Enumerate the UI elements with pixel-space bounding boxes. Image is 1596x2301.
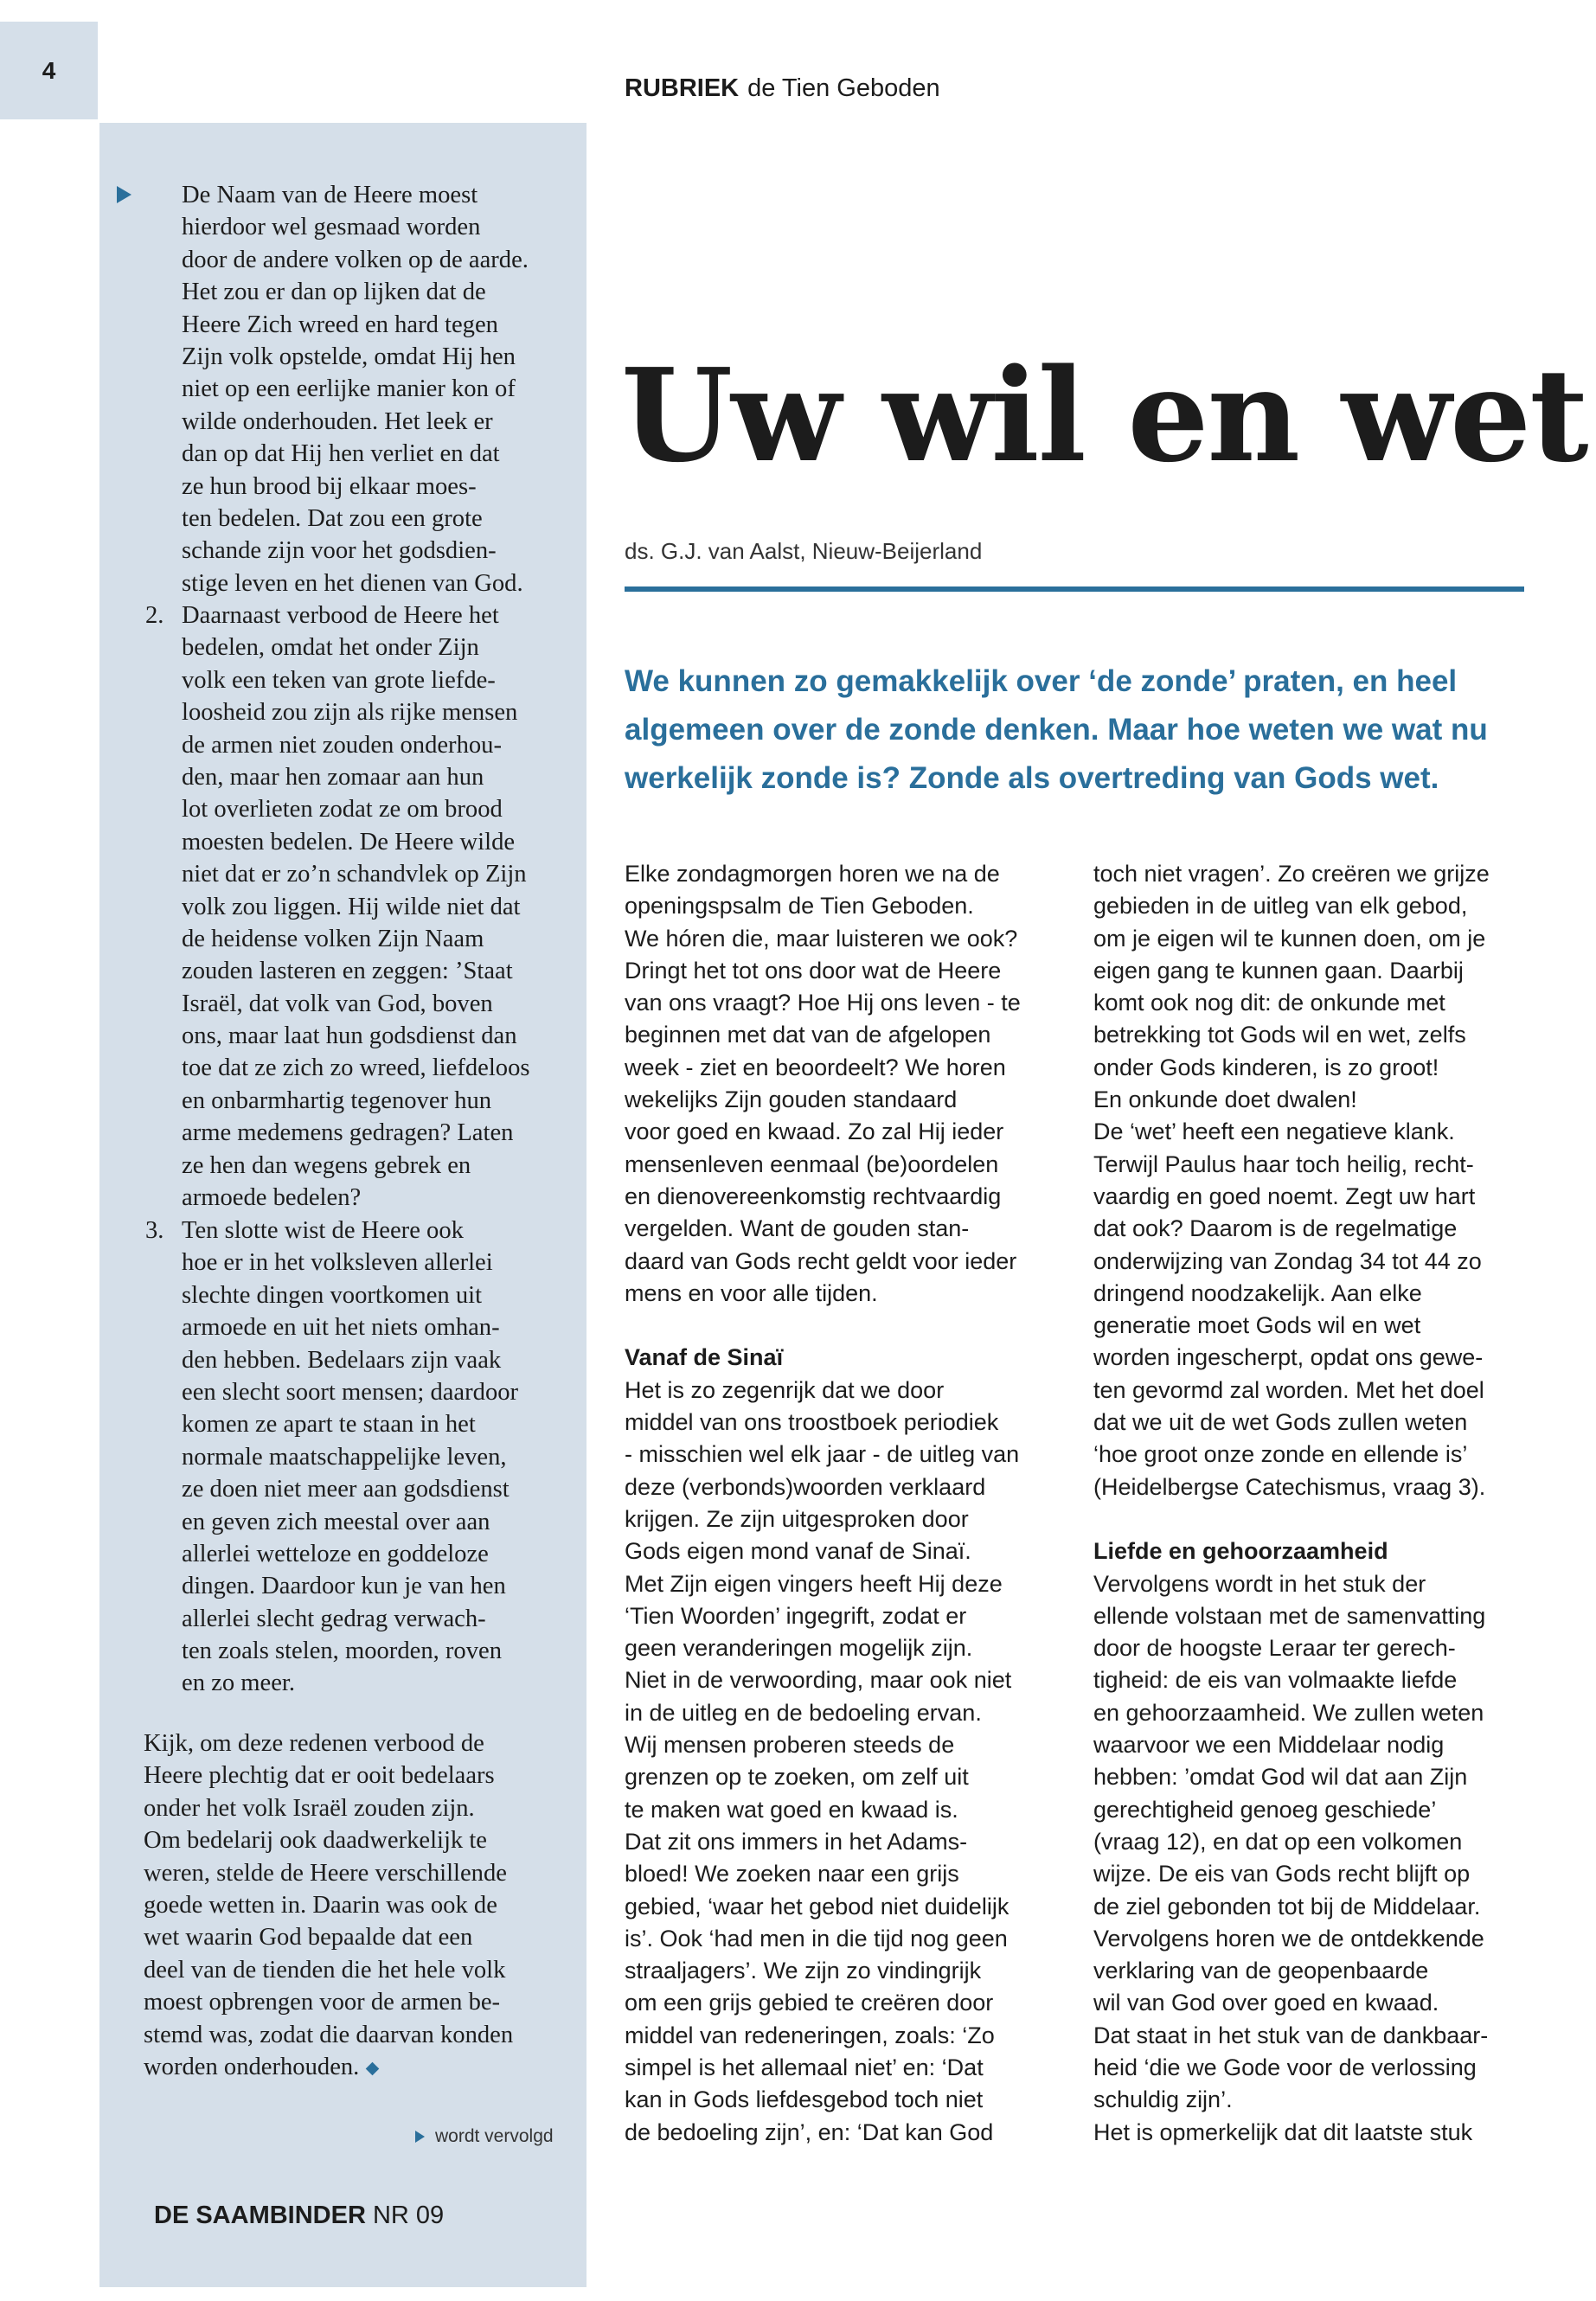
text-line: betrekking tot Gods wil en wet, zelfs [1093, 1022, 1466, 1048]
text-line: te maken wat goed en kwaad is. [625, 1796, 958, 1823]
text-line: beginnen met dat van de afgelopen [625, 1022, 991, 1048]
text-line: dringend noodzakelijk. Aan elke [1093, 1279, 1422, 1306]
text-line: goede wetten in. Daarin was ook de [144, 1891, 497, 1919]
text-line: in de uitleg en de bedoeling ervan. [625, 1699, 982, 1726]
text-line: volk een teken van grote liefde- [182, 666, 496, 694]
text-line: moest opbrengen voor de armen be- [144, 1989, 501, 2016]
text-line: armoede en uit het niets omhan- [182, 1314, 500, 1342]
text-line: vergelden. Want de gouden stan- [625, 1215, 970, 1242]
column-1-para-1 [625, 858, 1021, 1310]
page-number: 4 [42, 57, 56, 84]
column-2-para-1 [1093, 858, 1490, 1503]
text-line: zouden lasteren en zeggen: ’Staat [182, 958, 513, 985]
text-line: simpel is het allemaal niet’ en: ‘Dat [625, 2054, 984, 2080]
text-line: Heere plechtig dat er ooit bedelaars [144, 1762, 495, 1790]
text-line: niet op een eerlijke manier kon of [182, 375, 516, 403]
article-title: Uw wil en wet [621, 340, 1587, 490]
text-line: grenzen op te zoeken, om zelf uit [625, 1764, 969, 1791]
text-line: deel van de tienden die het hele volk [144, 1956, 506, 1984]
list-number-2: 2. [145, 602, 164, 629]
text-line: voor goed en kwaad. Zo zal Hij ieder [625, 1118, 1004, 1145]
text-line: schuldig zijn’. [1093, 2086, 1233, 2113]
text-line: algemeen over de zonde denken. Maar hoe weten we wat nu [625, 713, 1488, 747]
column-2 [1093, 858, 1490, 2149]
text-line: Het is opmerkelijk dat dit laatste stuk [1093, 2118, 1473, 2145]
text-line: Het is zo zegenrijk dat we door [625, 1376, 945, 1403]
text-line: worden onderhouden. [144, 2051, 513, 2083]
text-line: armoede bedelen? [182, 1184, 362, 1212]
text-line: komen ze apart te staan in het [182, 1411, 476, 1439]
text-line: Het zou er dan op lijken dat de [182, 279, 486, 306]
text-line: niet dat er zo’n schandvlek op Zijn [182, 861, 527, 888]
text-line: week - ziet en beoordeelt? We horen [625, 1054, 1006, 1080]
text-line: bloed! We zoeken naar een grijs [625, 1861, 959, 1888]
text-line: de heidense volken Zijn Naam [182, 925, 484, 952]
text-line: Ten slotte wist de Heere ook [182, 1217, 464, 1244]
text-line: onder Gods kinderen, is zo groot! [1093, 1054, 1439, 1080]
text-line: ze doen niet meer aan godsdienst [182, 1476, 510, 1503]
text-line: arme medemens gedragen? Laten [182, 1119, 514, 1147]
text-line: een slecht soort mensen; daardoor [182, 1378, 519, 1406]
text-line: stige leven en het dienen van God. [182, 569, 523, 597]
text-line: kan in Gods liefdesgebod toch niet [625, 2086, 984, 2113]
text-line: komt ook nog dit: de onkunde met [1093, 990, 1445, 1016]
text-line: gerechtigheid genoeg geschiede’ [1093, 1796, 1437, 1823]
text-line: Terwijl Paulus haar toch heilig, recht- [1093, 1150, 1474, 1177]
text-line: tigheid: de eis van volmaakte liefde [1093, 1667, 1458, 1694]
text-line: Dringt het tot ons door wat de Heere [625, 957, 1002, 984]
column-2-para-2 [1093, 1568, 1490, 2149]
text-line: Dat zit ons immers in het Adams- [625, 1828, 968, 1855]
text-line: heid ‘die we Gode voor de verlossing [1093, 2054, 1477, 2080]
text-line: (Heidelbergse Catechismus, vraag 3). [1093, 1473, 1486, 1500]
text-line: Zijn volk opstelde, omdat Hij hen [182, 343, 516, 370]
text-line: mensenleven eenmaal (be)oordelen [625, 1150, 999, 1177]
text-line: lot overlieten zodat ze om brood [182, 796, 503, 824]
text-line: volk zou liggen. Hij wilde niet dat [182, 893, 521, 920]
text-line: ‘hoe groot onze zonde en ellende is’ [1093, 1441, 1468, 1468]
text-line: worden ingescherpt, opdat ons gewe- [1093, 1344, 1484, 1371]
text-line: stemd was, zodat die daarvan konden [144, 2021, 514, 2048]
text-line: ‘Tien Woorden’ ingegrift, zodat er [625, 1602, 967, 1629]
text-line: dat we uit de wet Gods zullen weten [1093, 1409, 1468, 1436]
text-line: moesten bedelen. De Heere wilde [182, 828, 516, 856]
text-line: wet waarin God bepaalde dat een [144, 1924, 473, 1952]
rubric-label: RUBRIEK [625, 74, 740, 102]
text-line: ellende volstaan met de samenvatting [1093, 1602, 1486, 1629]
text-line: krijgen. Ze zijn uitgesproken door [625, 1505, 969, 1532]
text-line: vaardig en goed noemt. Zegt uw hart [1093, 1183, 1476, 1209]
text-line: hierdoor wel gesmaad worden [182, 214, 481, 241]
magazine-name: DE SAAMBINDER [154, 2202, 366, 2229]
text-line: wekelijks Zijn gouden standaard [625, 1086, 958, 1113]
subheading-sinai: Vanaf de Sinaï [625, 1344, 784, 1371]
text-line: Elke zondagmorgen horen we na de [625, 861, 1000, 887]
issue-number: NR 09 [372, 2202, 445, 2229]
text-line: daard van Gods recht geldt voor ieder [625, 1247, 1017, 1274]
list-number-3: 3. [145, 1217, 164, 1244]
text-line: om een grijs gebied te creëren door [625, 1990, 994, 2016]
text-line: door de hoogste Leraar ter gerech- [1093, 1635, 1456, 1662]
text-line: En onkunde doet dwalen! [1093, 1086, 1357, 1113]
text-line: de bedoeling zijn’, en: ‘Dat kan God [625, 2118, 994, 2145]
continued-note [415, 2126, 554, 2147]
text-line: Vervolgens horen we de ontdekkende [1093, 1925, 1484, 1952]
rubric-title: de Tien Geboden [747, 74, 940, 102]
text-line: Dat staat in het stuk van de dankbaar- [1093, 2022, 1489, 2048]
text-line: gebieden in de uitleg van elk gebod, [1093, 893, 1468, 920]
continued-label: wordt vervolgd [435, 2126, 554, 2146]
text-line: den, maar hen zomaar aan hun [182, 763, 484, 791]
text-line: Gods eigen mond vanaf de Sinaï. [625, 1538, 971, 1565]
sidebar-item-2 [182, 599, 530, 1214]
text-line: mens en voor alle tijden. [625, 1279, 878, 1306]
text-line: We kunnen zo gemakkelijk over ‘de zonde’ praten, en heel [625, 664, 1458, 698]
text-line: schande zijn voor het godsdien- [182, 537, 497, 565]
text-line: normale maatschappelijke leven, [182, 1443, 507, 1471]
text-line: De Naam van de Heere moest [182, 182, 478, 208]
text-line: Niet in de verwoording, maar ook niet [625, 1667, 1012, 1694]
text-line: onderwijzing van Zondag 34 tot 44 zo [1093, 1247, 1482, 1274]
text-line: en gehoorzaamheid. We zullen weten [1093, 1699, 1484, 1726]
text-line: onder het volk Israël zouden zijn. [144, 1794, 475, 1822]
text-line: en onbarmhartig tegenover hun [182, 1086, 492, 1114]
text-line: Israël, dat volk van God, boven [182, 990, 493, 1017]
text-line: De ‘wet’ heeft een negatieve klank. [1093, 1118, 1455, 1145]
text-line: ten bedelen. Dat zou een grote [182, 504, 483, 532]
text-line: bedelen, omdat het onder Zijn [182, 634, 479, 662]
triangle-bullet-icon [117, 186, 131, 203]
text-line: loosheid zou zijn als rijke mensen [182, 699, 518, 727]
text-line: werkelijk zonde is? Zonde als overtreding van Gods wet. [625, 761, 1439, 795]
text-line: den hebben. Bedelaars zijn vaak [182, 1346, 502, 1374]
text-line: en dienovereenkomstig rechtvaardig [625, 1183, 1002, 1209]
text-line: We hóren die, maar luisteren we ook? [625, 925, 1018, 952]
text-line: ten zoals stelen, moorden, roven [182, 1638, 503, 1665]
article-lead [625, 657, 1542, 803]
text-line: door de andere volken op de aarde. [182, 246, 529, 273]
text-line: eigen gang te kunnen gaan. Daarbij [1093, 957, 1464, 984]
text-line: wilde onderhouden. Het leek er [182, 407, 493, 435]
text-line: allerlei wetteloze en goddeloze [182, 1540, 489, 1567]
text-line: ze hun brood bij elkaar moes- [182, 472, 477, 500]
text-line: en geven zich meestal over aan [182, 1508, 490, 1535]
text-line: wijze. De eis van Gods recht blijft op [1093, 1861, 1471, 1888]
text-line: slechte dingen voortkomen uit [182, 1281, 483, 1309]
text-line: de armen niet zouden onderhou- [182, 731, 502, 759]
text-line: Wij mensen proberen steeds de [625, 1732, 955, 1759]
text-line: ons, maar laat hun godsdienst dan [182, 1022, 517, 1050]
text-line: geen veranderingen mogelijk zijn. [625, 1635, 973, 1662]
text-line: ten gevormd zal worden. Met het doel [1093, 1376, 1484, 1403]
text-line: middel van ons troostboek periodiek [625, 1409, 999, 1436]
text-line: de ziel gebonden tot bij de Middelaar. [1093, 1893, 1481, 1920]
text-line: Om bedelarij ook daadwerkelijk te [144, 1827, 487, 1855]
text-line: straaljagers’. We zijn zo vindingrijk [625, 1958, 982, 1984]
footer [154, 2202, 444, 2230]
text-line: is’. Ook ‘had men in die tijd nog geen [625, 1925, 1008, 1952]
text-line: en zo meer. [182, 1670, 295, 1697]
text-line: Kijk, om deze redenen verbood de [144, 1730, 484, 1757]
text-line: toe dat ze zich zo wreed, liefdeloos [182, 1054, 530, 1082]
subheading-liefde: Liefde en gehoorzaamheid [1093, 1538, 1388, 1565]
text-line: middel van redeneringen, zoals: ‘Zo [625, 2022, 995, 2048]
text-line: weren, stelde de Heere verschillende [144, 1859, 507, 1887]
text-line: Vervolgens wordt in het stuk der [1093, 1570, 1426, 1597]
text-line: waarvoor we een Middelaar nodig [1093, 1732, 1445, 1759]
text-line: ze hen dan wegens gebrek en [182, 1151, 471, 1179]
text-line: dingen. Daardoor kun je van hen [182, 1573, 506, 1600]
column-1 [625, 858, 1021, 2149]
diamond-end-icon [366, 2062, 380, 2076]
text-line: Heere Zich wreed en hard tegen [182, 311, 498, 338]
text-line: Met Zijn eigen vingers heeft Hij deze [625, 1570, 1003, 1597]
text-line: openingspsalm de Tien Geboden. [625, 893, 974, 920]
text-line: Daarnaast verbood de Heere het [182, 602, 499, 629]
triangle-bullet-icon [415, 2131, 425, 2143]
text-line: om je eigen wil te kunnen doen, om je [1093, 925, 1486, 952]
text-line: van ons vraagt? Hoe Hij ons leven - te [625, 990, 1021, 1016]
text-line: dat ook? Daarom is de regelmatige [1093, 1215, 1458, 1242]
text-line: gebied, ‘waar het gebod niet duidelijk [625, 1893, 1010, 1920]
text-line: toch niet vragen’. Zo creëren we grijze [1093, 861, 1490, 887]
sidebar-item-3 [182, 1215, 518, 1700]
column-1-para-2 [625, 1375, 1021, 2149]
sidebar-closing [144, 1727, 513, 2083]
rubric-header [625, 74, 940, 103]
text-line: allerlei slecht gedrag verwach- [182, 1605, 486, 1632]
title-rule [625, 586, 1524, 592]
text-line: deze (verbonds)woorden verklaard [625, 1473, 986, 1500]
text-line: wil van God over goed en kwaad. [1093, 1990, 1439, 2016]
text-line: - misschien wel elk jaar - de uitleg van [625, 1441, 1020, 1468]
text-line: dan op dat Hij hen verliet en dat [182, 440, 500, 468]
article-author: ds. G.J. van Aalst, Nieuw-Beijerland [625, 538, 983, 564]
text-line: (vraag 12), en dat op een volkomen [1093, 1828, 1463, 1855]
text-line: hebben: ’omdat God wil dat aan Zijn [1093, 1764, 1468, 1791]
text-line: generatie moet Gods wil en wet [1093, 1312, 1421, 1339]
text-line: hoe er in het volksleven allerlei [182, 1249, 493, 1277]
text-line: verklaring van de geopenbaarde [1093, 1958, 1429, 1984]
sidebar-item-continued [182, 179, 529, 599]
